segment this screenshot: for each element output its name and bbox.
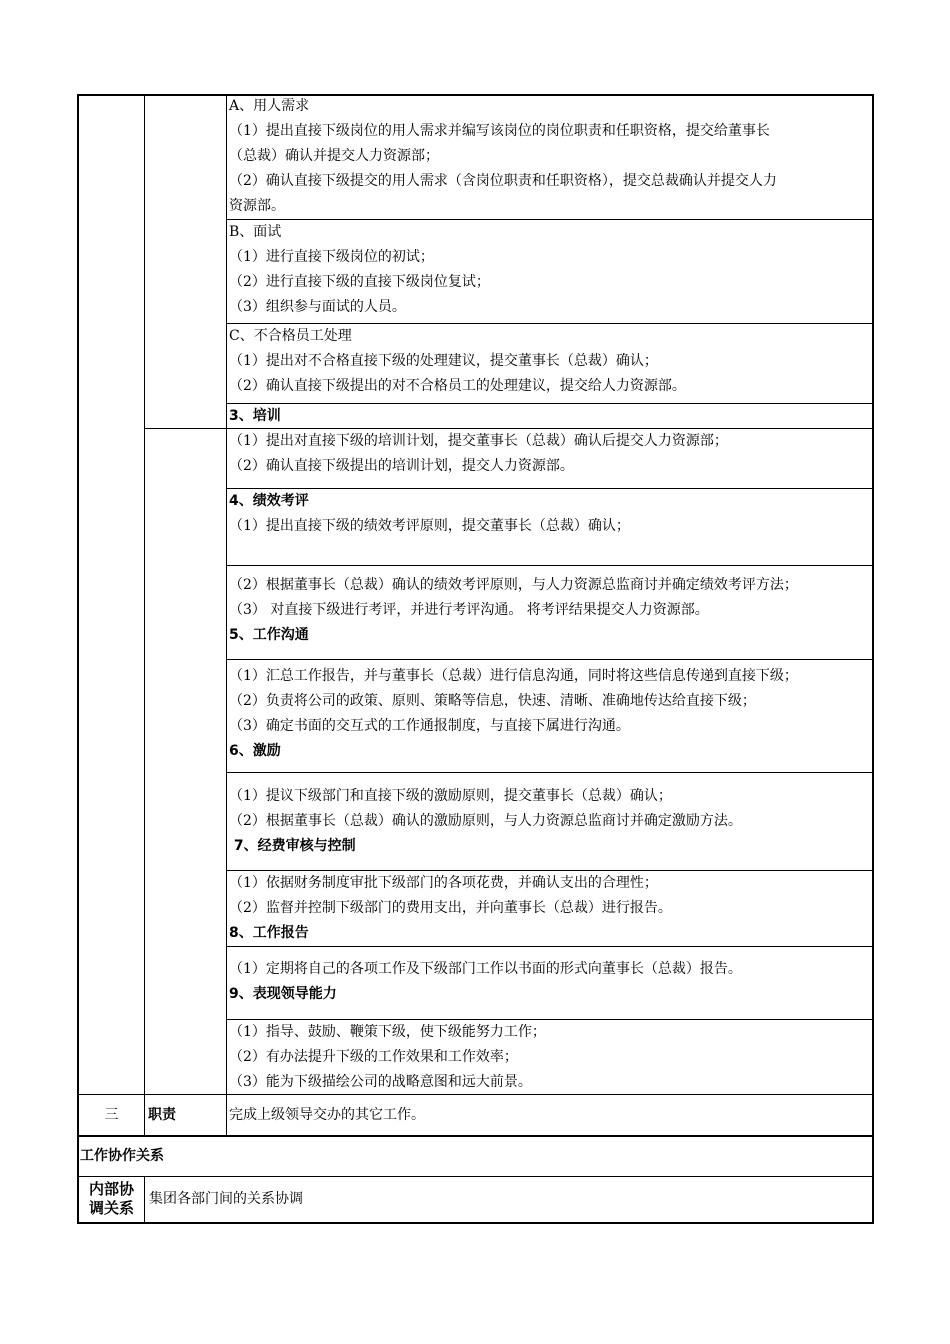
communication-line: （2）负责将公司的政策、原则、策略等信息，快速、清晰、准确地传达给直接下级；	[229, 693, 756, 709]
leadership-line: （2）有办法提升下级的工作效果和工作效率；	[229, 1049, 518, 1065]
communication-line: （1）汇总工作报告，并与董事长（总裁）进行信息沟通，同时将这些信息传递到直接下级；	[229, 668, 798, 684]
row-line	[226, 946, 873, 947]
row-line	[226, 565, 873, 566]
leadership-line: （3）能为下级描绘公司的战略意图和远大前景。	[229, 1074, 532, 1090]
column-separator-2	[226, 94, 227, 1136]
communication-cell	[229, 664, 798, 764]
incentive-line: （1）提议下级部门和直接下级的激励原则，提交董事长（总裁）确认；	[229, 788, 672, 804]
section-b-title: B、面试	[229, 224, 282, 240]
section-b-line: （3）组织参与面试的人员。	[229, 299, 406, 315]
internal-coordination-label	[79, 1180, 144, 1218]
performance-title: 4、绩效考评	[229, 493, 309, 509]
section-a-line: 资源部。	[229, 198, 285, 214]
leadership-line: （1）指导、鼓励、鞭策下级，使下级能努力工作；	[229, 1024, 546, 1040]
section-b-cell	[229, 220, 490, 320]
column-separator-internal	[144, 1176, 145, 1224]
column-separator-1	[144, 94, 145, 1136]
row-line	[77, 1176, 874, 1177]
row-line	[226, 659, 873, 660]
incentive-line: （2）根据董事长（总裁）确认的激励原则，与人力资源总监商讨并确定激励方法。	[229, 813, 742, 829]
training-line: （1）提出对直接下级的培训计划，提交董事长（总裁）确认后提交人力资源部；	[229, 433, 728, 449]
section-b-line: （1）进行直接下级岗位的初试；	[229, 249, 434, 265]
row-line	[226, 403, 873, 404]
report-cell	[229, 957, 742, 1007]
section-a-line: （2）确认直接下级提交的用人需求（含岗位职责和任职资格），提交总裁确认并提交人力	[229, 173, 777, 189]
section-a-cell	[229, 94, 777, 219]
internal-label-line-1: 内部协	[88, 1180, 134, 1198]
performance-cell	[229, 489, 630, 539]
internal-label-line-2: 调关系	[88, 1199, 134, 1217]
table-border-bottom	[77, 1222, 874, 1224]
expense-cell	[229, 871, 672, 946]
expense-line: （1）依据财务制度审批下级部门的各项花费，并确认支出的合理性；	[229, 875, 658, 891]
leadership-title: 9、表现领导能力	[229, 986, 337, 1002]
training-title: 3、培训	[229, 408, 281, 424]
training-cell	[229, 429, 728, 479]
communication-title: 5、工作沟通	[229, 627, 309, 643]
section-a-line: （总裁）确认并提交人力资源部；	[229, 148, 439, 164]
row-line	[226, 772, 873, 773]
section-a-title: A、用人需求	[229, 98, 310, 114]
communication-line: （3）确定书面的交互式的工作通报制度，与直接下属进行沟通。	[229, 718, 630, 734]
section-c-line: （2）确认直接下级提出的对不合格员工的处理建议，提交给人力资源部。	[229, 378, 686, 394]
internal-coordination-content: 集团各部门间的关系协调	[149, 1191, 303, 1207]
incentive-cell	[229, 784, 742, 859]
performance-line: （2）根据董事长（总裁）确认的绩效考评原则，与人力资源总监商讨并确定绩效考评方法；	[229, 577, 798, 593]
section-c-line: （1）提出对不合格直接下级的处理建议，提交董事长（总裁）确认；	[229, 353, 658, 369]
cooperation-header: 工作协作关系	[80, 1148, 164, 1164]
row-content: 完成上级领导交办的其它工作。	[229, 1107, 425, 1123]
expense-line: （2）监督并控制下级部门的费用支出，并向董事长（总裁）进行报告。	[229, 900, 672, 916]
section-b-line: （2）进行直接下级的直接下级岗位复试；	[229, 274, 490, 290]
incentive-title: 6、激励	[229, 743, 281, 759]
row-line-thick	[77, 1135, 874, 1137]
section-c-title: C、不合格员工处理	[229, 328, 352, 344]
report-line: （1）定期将自己的各项工作及下级部门工作以书面的形式向董事长（总裁）报告。	[229, 961, 742, 977]
section-a-line: （1）提出直接下级岗位的用人需求并编写该岗位的岗位职责和任职资格，提交给董事长	[229, 123, 770, 139]
report-title: 8、工作报告	[229, 925, 309, 941]
performance-line: （3） 对直接下级进行考评，并进行考评沟通。 将考评结果提交人力资源部。	[229, 602, 709, 618]
row-number: 三	[104, 1107, 119, 1123]
training-line: （2）确认直接下级提出的培训计划，提交人力资源部。	[229, 458, 574, 474]
performance-line: （1）提出直接下级的绩效考评原则，提交董事长（总裁）确认；	[229, 518, 630, 534]
performance-cell-2	[229, 573, 798, 648]
row-label-duty: 职责	[148, 1107, 176, 1123]
leadership-cell	[229, 1020, 546, 1095]
expense-title: 7、经费审核与控制	[229, 838, 356, 854]
table-border-left	[77, 94, 79, 1224]
section-c-cell	[229, 324, 686, 399]
